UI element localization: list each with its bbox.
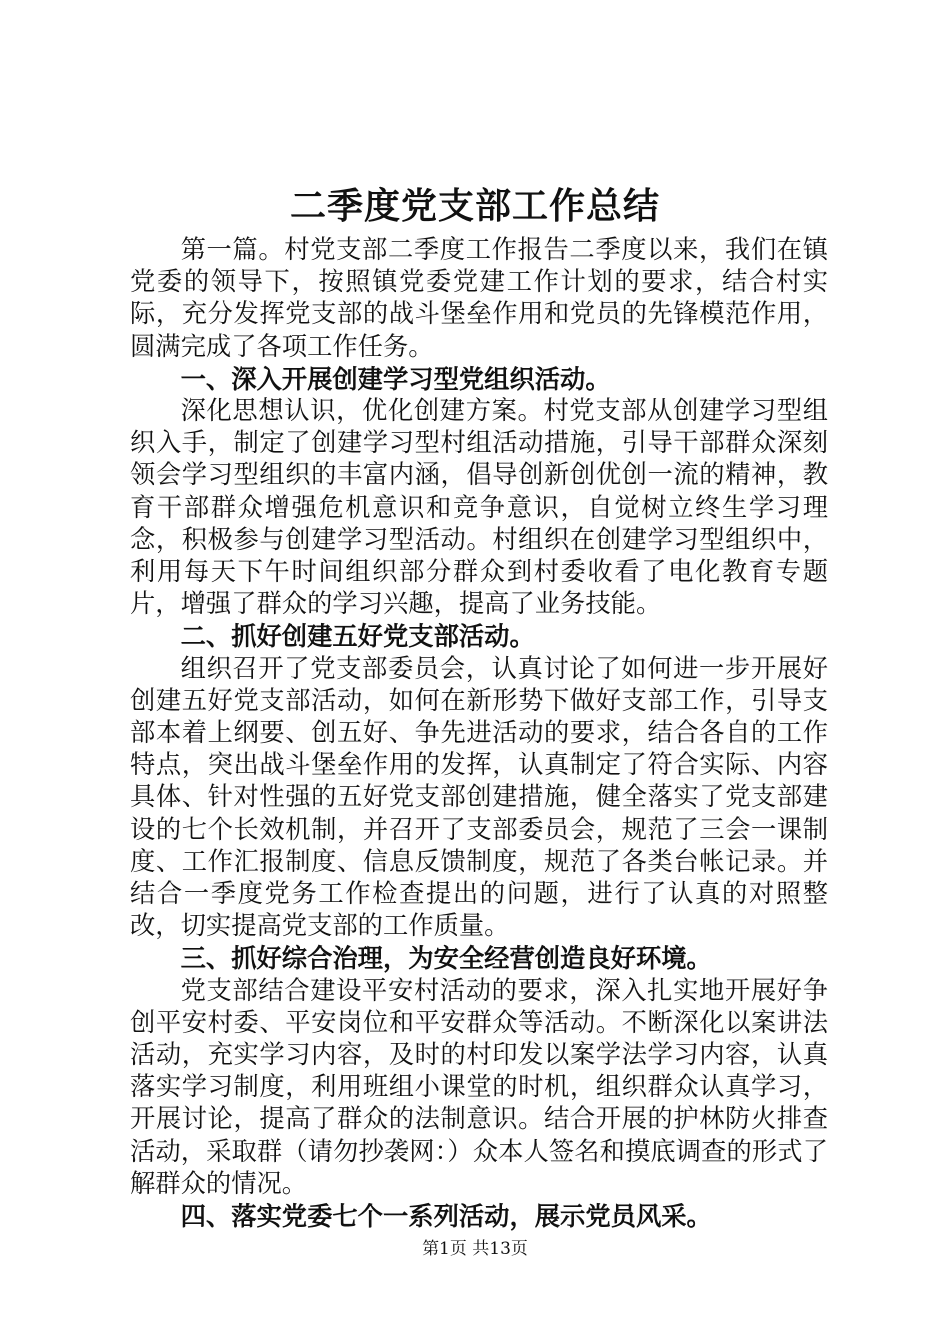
section-heading-1: 一、深入开展创建学习型党组织活动。 — [180, 363, 611, 394]
paragraph-intro: 第一篇。村党支部二季度工作报告二季度以来，我们在镇党委的领导下，按照镇党委党建工作计划的要求，结合村实际，充分发挥党支部的战斗堡垒作用和党员的先锋模范作用，圆满完成了各项工作任务。 — [130, 235, 828, 361]
document-body — [130, 234, 828, 1232]
section-heading-4: 四、落实党委七个一系列活动，展示党员风采。 — [180, 1201, 712, 1232]
paragraph-section-3: 党支部结合建设平安村活动的要求，深入扎实地开展好争创平安村委、平安岗位和平安群众等活动。不断深化以案讲法活动，充实学习内容，及时的村印发以案学法学习内容，认真落实学习制度，利用班组小课堂的时机，组织群众认真学习，开展讨论，提高了群众的法制意识。结合开展的护林防火排查活动，采取群（请勿抄袭网：）众本人签名和摸底调查的形式了解群众的情况。 — [130, 975, 828, 1198]
page-number-footer: 第1页 共13页 — [422, 1239, 528, 1259]
section-heading-2: 二、抓好创建五好党支部活动。 — [180, 621, 535, 652]
document-title: 二季度党支部工作总结 — [289, 185, 660, 227]
paragraph-section-2: 组织召开了党支部委员会，认真讨论了如何进一步开展好创建五好党支部活动，如何在新形势下做好支部工作，引导支部本着上纲要、创五好、争先进活动的要求，结合各自的工作特点，突出战斗堡垒作用的发挥，认真制定了符合实际、内容具体、针对性强的五好党支部创建措施，健全落实了党支部建设的七个长效机制，并召开了支部委员会，规范了三会一课制度、工作汇报制度、信息反馈制度，规范了各类台帐记录。并结合一季度党务工作检查提出的问题，进行了认真的对照整改，切实提高党支部的工作质量。 — [130, 653, 828, 941]
section-heading-3: 三、抓好综合治理，为安全经营创造良好环境。 — [180, 943, 712, 974]
paragraph-section-1: 深化思想认识，优化创建方案。村党支部从创建学习型组织入手，制定了创建学习型村组活动措施，引导干部群众深刻领会学习型组织的丰富内涵，倡导创新创优创一流的精神，教育干部群众增强危机意识和竞争意识，自觉树立终生学习理念，积极参与创建学习型活动。村组织在创建学习型组织中，利用每天下午时间组织部分群众到村委收看了电化教育专题片，增强了群众的学习兴趣，提高了业务技能。 — [130, 396, 828, 619]
